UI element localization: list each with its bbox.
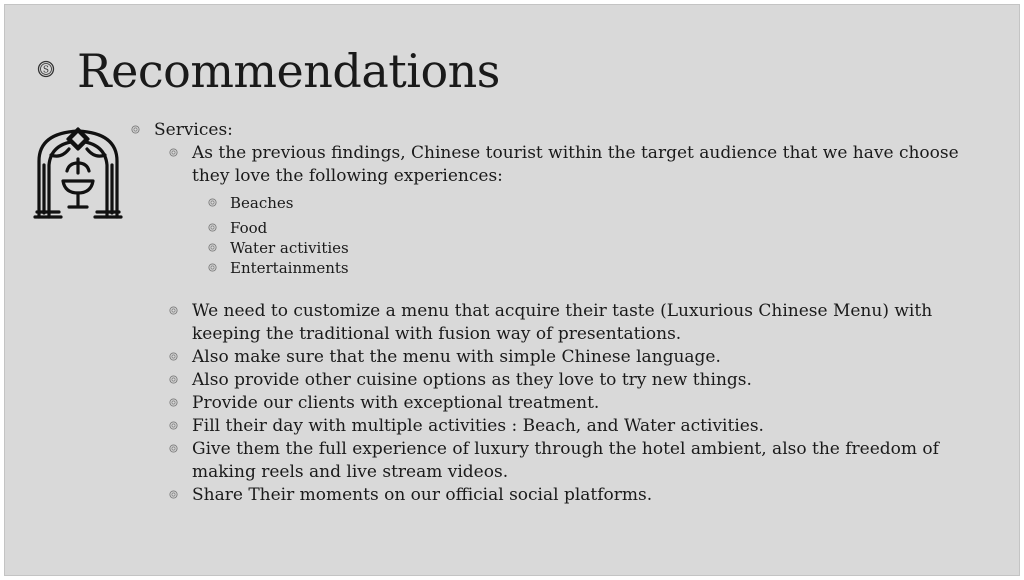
recommendation-bullet-icon [169,444,178,453]
recommendation-bullet-icon [169,490,178,499]
recommendation-bullet-icon [169,375,178,384]
experience-item: Water activities [230,239,349,257]
experience-item: Entertainments [230,259,349,277]
recommendation-bullet-icon [169,306,178,315]
recommendation-item: Share Their moments on our official social platforms. [192,485,653,505]
experience-item: Food [230,219,268,237]
recommendation-item: Give them the full experience of luxury through the hotel ambient, also the freedom of [192,439,939,459]
recommendation-bullet-icon [169,398,178,407]
recommendation-item: Provide our clients with exceptional treatment. [192,393,600,413]
recommendation-bullet-icon [169,352,178,361]
intro-text-line: they love the following experiences: [192,166,503,186]
slide-title: Recommendations [77,44,500,98]
experience-item: Beaches [230,194,294,212]
experience-bullet-icon [208,263,217,272]
services-label: Services: [154,120,233,140]
recommendation-bullet-icon [169,421,178,430]
level1-bullet-icon [131,125,140,134]
recommendation-item-continued: making reels and live stream videos. [192,462,509,482]
recommendation-item: We need to customize a menu that acquire their taste (Luxurious Chinese Menu) with [192,301,933,321]
experience-bullet-icon [208,243,217,252]
svg-text:S: S [42,65,50,76]
recommendation-item: Also provide other cuisine options as they love to try new things. [192,370,752,390]
intro-text-line: As the previous findings, Chinese tourist within the target audience that we have choose [192,143,959,163]
experience-bullet-icon [208,198,217,207]
recommendation-item: Also make sure that the menu with simple Chinese language. [192,347,721,367]
intro-bullet-icon [169,148,178,157]
experience-bullet-icon [208,223,217,232]
slide-content [5,5,1019,575]
recommendation-item: Fill their day with multiple activities : Beach, and Water activities. [192,416,764,436]
recommendation-item-continued: keeping the traditional with fusion way of presentations. [192,324,682,344]
slide [4,4,1020,576]
